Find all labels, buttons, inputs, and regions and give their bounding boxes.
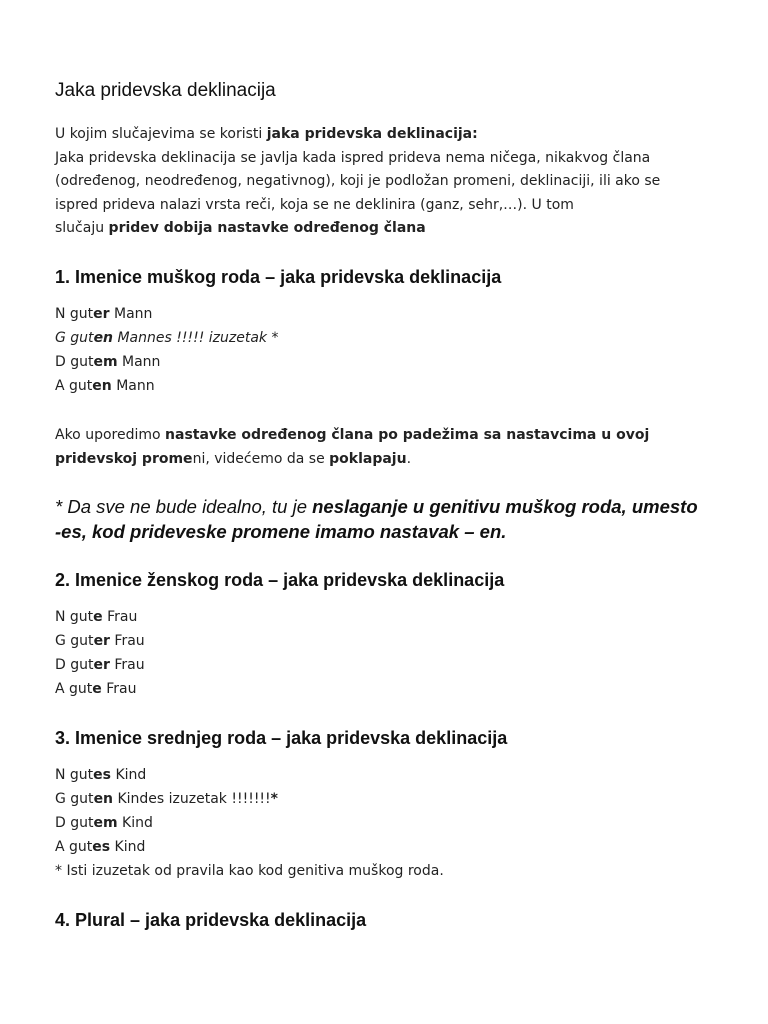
declension-row: N gute Frau <box>55 609 138 625</box>
section-2-heading: 2. Imenice ženskog roda – jaka pridevska deklinacija <box>55 570 505 590</box>
genitive-note: * Da sve ne bude idealno, tu je neslaganje u genitivu muškog roda, umesto -es, kod prideveske promene imamo nastavak – en. <box>55 496 698 542</box>
declension-row: G guten Mannes !!!!! izuzetak * <box>55 330 279 346</box>
declension-row: A guten Mann <box>55 378 155 394</box>
declension-row: A gute Frau <box>55 681 137 697</box>
declension-row: G guter Frau <box>55 633 145 649</box>
section-3-footnote: * Isti izuzetak od pravila kao kod genitiva muškog roda. <box>55 863 444 879</box>
compare-paragraph: Ako uporedimo nastavke određenog člana po padežima sa nastavcima u ovoj pridevskoj promeni, videćemo da se poklapaju. <box>55 427 650 467</box>
declension-row: N gutes Kind <box>55 767 147 783</box>
declension-row: D guter Frau <box>55 657 145 673</box>
declension-row: D gutem Kind <box>55 815 153 831</box>
intro-line-3: (određenog, neodređenog, negativnog), koji je podložan promeni, deklinaciji, ili ako se <box>55 173 661 190</box>
declension-row: D gutem Mann <box>55 354 161 370</box>
declension-row: A gutes Kind <box>55 839 146 855</box>
page-title: Jaka pridevska deklinacija <box>55 80 276 101</box>
section-1-heading: 1. Imenice muškog roda – jaka pridevska deklinacija <box>55 267 502 287</box>
section-3-heading: 3. Imenice srednjeg roda – jaka pridevska deklinacija <box>55 728 508 748</box>
intro-line-4: ispred prideva nalazi vrsta reči, koja se ne deklinira (ganz, sehr,…). U tom <box>55 196 574 213</box>
intro-paragraph <box>55 123 660 241</box>
intro-line-1: U kojim slučajevima se koristi jaka pridevska deklinacija: <box>55 126 478 142</box>
intro-line-2: Jaka pridevska deklinacija se javlja kada ispred prideva nema ničega, nikakvog člana <box>55 149 651 166</box>
section-4-heading: 4. Plural – jaka pridevska deklinacija <box>55 910 367 930</box>
intro-line-5: slučaju pridev dobija nastavke određenog člana <box>55 220 426 237</box>
declension-row: N guter Mann <box>55 306 153 322</box>
declension-row: G guten Kindes izuzetak !!!!!!!* <box>55 791 278 807</box>
